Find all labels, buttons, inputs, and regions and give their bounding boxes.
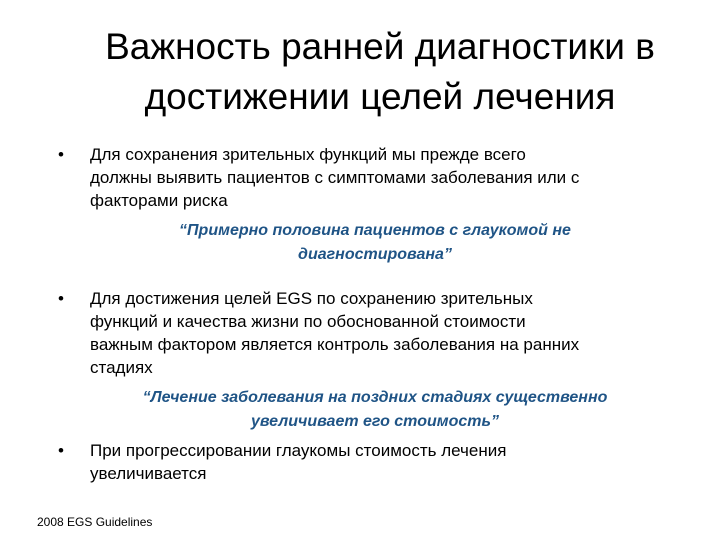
bullet-text-line: стадиях: [90, 358, 153, 377]
slide-title: [40, 22, 720, 122]
quote-block: [60, 386, 690, 434]
bullet-text-line: функций и качества жизни по обоснованной стоимости: [90, 312, 526, 331]
bullet-text-line: важным фактором является контроль заболевания на ранних: [90, 335, 580, 354]
bullet-text-line: должны выявить пациентов с симптомами заболевания или с: [90, 168, 580, 187]
quote-block: [110, 219, 640, 267]
bullet-marker: •: [58, 289, 64, 308]
bullet-text-line: увеличивается: [90, 464, 207, 483]
slide-title-line: достижении целей лечения: [144, 76, 616, 117]
bullet-text-line: факторами риска: [90, 191, 228, 210]
quote-line: “Лечение заболевания на поздних стадиях существенно: [142, 389, 608, 406]
bullet-item: [58, 143, 698, 212]
quote-line: диагностирована”: [298, 246, 452, 263]
bullet-marker: •: [58, 145, 64, 164]
quote-line: увеличивает его стоимость”: [251, 413, 499, 430]
bullet-text-line: Для сохранения зрительных функций мы прежде всего: [90, 145, 526, 164]
bullet-item: [58, 287, 698, 379]
footer-source: 2008 EGS Guidelines: [37, 515, 153, 529]
bullet-text: [90, 439, 506, 485]
bullet-item: [58, 439, 698, 485]
bullet-text: [90, 287, 579, 379]
quote-line: “Примерно половина пациентов с глаукомой не: [179, 222, 571, 239]
bullet-text: [90, 143, 579, 212]
bullet-marker: •: [58, 441, 64, 460]
bullet-text-line: Для достижения целей EGS по сохранению зрительных: [90, 289, 533, 308]
bullet-text-line: При прогрессировании глаукомы стоимость лечения: [90, 441, 507, 460]
slide-title-line: Важность ранней диагностики в: [105, 26, 655, 67]
